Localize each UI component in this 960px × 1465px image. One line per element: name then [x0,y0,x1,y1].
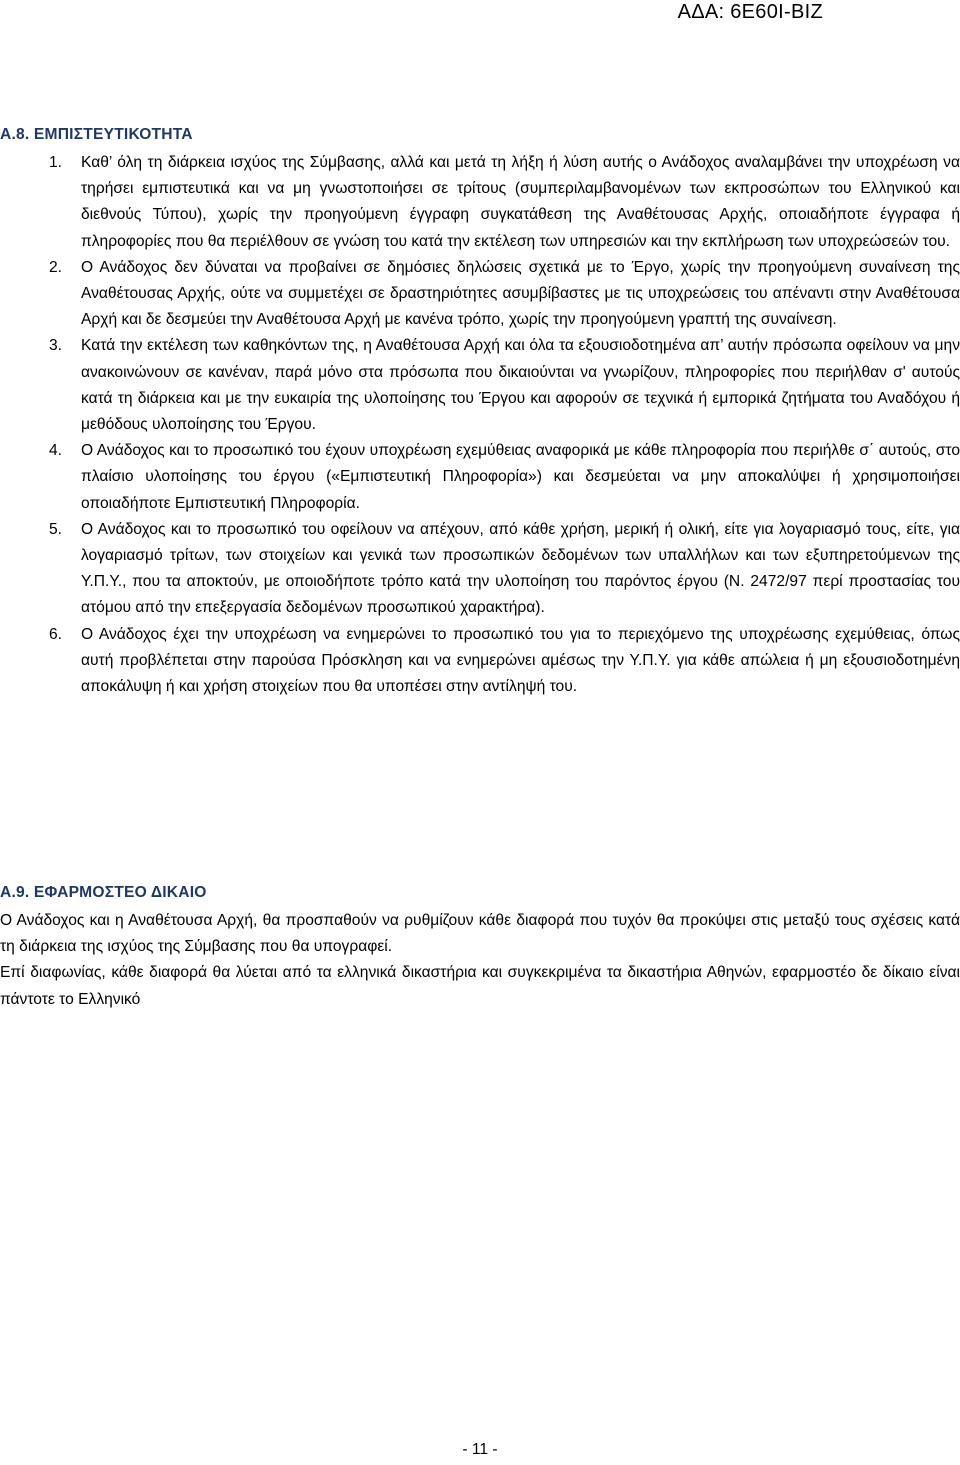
list-item-number: 1. [49,154,63,171]
list-item [0,622,960,701]
page-number [0,1441,960,1459]
applicable-law-body [0,908,960,1013]
confidentiality-list [0,150,960,700]
list-item-text: Καθ’ όλη τη διάρκεια ισχύος της Σύμβασης, αλλά και μετά τη λήξη ή λύση αυτής ο Ανάδοχος αναλαμβάνει την υποχρέωση να τηρήσει εμπιστευτικά και να μη γνωστοποιήσει σε τρίτους (συμπεριλαμβανομένων των εκπροσώπων του Ελληνικού και διεθνούς Τύπου), χωρίς την προηγούμενη έγγραφη συγκατάθεση της Αναθέτουσας Αρχής, οποιαδήποτε έγγραφα ή πληροφορίες που θα περιέλθουν σε γνώση του κατά την εκτέλεση των υπηρεσιών και την εκπλήρωση των υποχρεώσεών του. [81,154,960,250]
list-item-number: 3. [49,337,63,355]
list-item-number: 4. [49,442,63,460]
list-item-number: 5. [49,520,63,538]
list-item-text: Ο Ανάδοχος έχει την υποχρέωση να ενημερώνει το προσωπικό του για το περιεχόμενο της υποχρέωσης εχεμύθειας, όπως αυτή προβλέπεται στην παρούσα Πρόσκληση και να ενημερώνει αμέσως την Υ.Π.Υ. για κάθε απώλεια ή μη εξουσιοδοτημένη αποκάλυψη ή και χρήση στοιχείων που θα υποπέσει στην αντίληψή του. [81,625,960,696]
list-item [0,438,960,517]
section-title-confidentiality: Α.8. ΕΜΠΙΣΤΕΥΤΙΚΟΤΗΤΑ [0,126,193,143]
list-item [0,255,960,334]
page-number-text: - 11 - [462,1441,498,1458]
list-item-text: Ο Ανάδοχος και το προσωπικό του οφείλουν να απέχουν, από κάθε χρήση, μερική ή ολική, είτε για λογαριασμό τους, είτε, για λογαριασμό τρίτων, των στοιχείων και γενικά των προσωπικών δεδομένων των υπαλλήλων και των εξυπηρετούμενων της Υ.Π.Υ., που τα αποκτούν, με οποιοδήποτε τρόπο κατά την υλοποίηση του παρόντος έργου (Ν. 2472/97 περί προστασίας του ατόμου από την επεξεργασία δεδομένων προσωπικού χαρακτήρα). [81,520,960,617]
list-item [0,517,960,622]
list-item [0,333,960,438]
list-item-number: 6. [49,625,63,643]
section-title-applicable-law: Α.9. ΕΦΑΡΜΟΣΤΕΟ ΔΙΚΑΙΟ [0,884,207,901]
list-item-text: Κατά την εκτέλεση των καθηκόντων της, η Αναθέτουσα Αρχή και όλα τα εξουσιοδοτημένα απ’ αυτήν πρόσωπα οφείλουν να μην ανακοινώνουν σε κανέναν, παρά μόνο στα πρόσωπα που δικαιούνται να γνωρίζουν, πληροφορίες που περιήλθαν σ' αυτούς κατά τη διάρκεια και με την ευκαιρία της υλοποίησης του Έργου και αφορούν σε τεχνικά ή εμπορικά ζητήματα του Αναδόχου ή μεθόδους υλοποίησης του Έργου. [81,337,960,434]
law-paragraph: Ο Ανάδοχος και η Αναθέτουσα Αρχή, θα προσπαθούν να ρυθμίζουν κάθε διαφορά που τυχόν θα προκύψει στις μεταξύ τους σχέσεις κατά τη διάρκεια της ισχύος της Σύμβασης που θα υπογραφεί. [0,912,960,956]
list-item-text: Ο Ανάδοχος και το προσωπικό του έχουν υποχρέωση εχεμύθειας αναφορικά με κάθε πληροφορία που περιήλθε σ΄ αυτούς, στο πλαίσιο υλοποίησης του έργου («Εμπιστευτική Πληροφορία») και δεσμεύεται να μην αποκαλύψει ή χρησιμοποιήσει οποιαδήποτε Εμπιστευτική Πληροφορία. [81,442,960,512]
list-item-text: Ο Ανάδοχος δεν δύναται να προβαίνει σε δημόσιες δηλώσεις σχετικά με το Έργο, χωρίς την προηγούμενη συναίνεση της Αναθέτουσας Αρχής, ούτε να συμμετέχει σε δραστηριότητες ασυμβίβαστες με τις υποχρεώσεις του απέναντι στην Αναθέτουσα Αρχή και δε δεσμεύει την Αναθέτουσα Αρχή με κανένα τρόπο, χωρίς την προηγούμενη γραπτή της συναίνεση. [81,258,960,329]
ada-code-header: ΑΔΑ: 6Ε60Ι-ΒΙΖ [677,1,823,23]
list-item [0,150,960,255]
law-paragraph: Επί διαφωνίας, κάθε διαφορά θα λύεται από τα ελληνικά δικαστήρια και συγκεκριμένα τα δικαστήρια Αθηνών, εφαρμοστέο δε δίκαιο είναι πάντοτε το Ελληνικό [0,964,960,1008]
list-item-number: 2. [49,258,63,276]
